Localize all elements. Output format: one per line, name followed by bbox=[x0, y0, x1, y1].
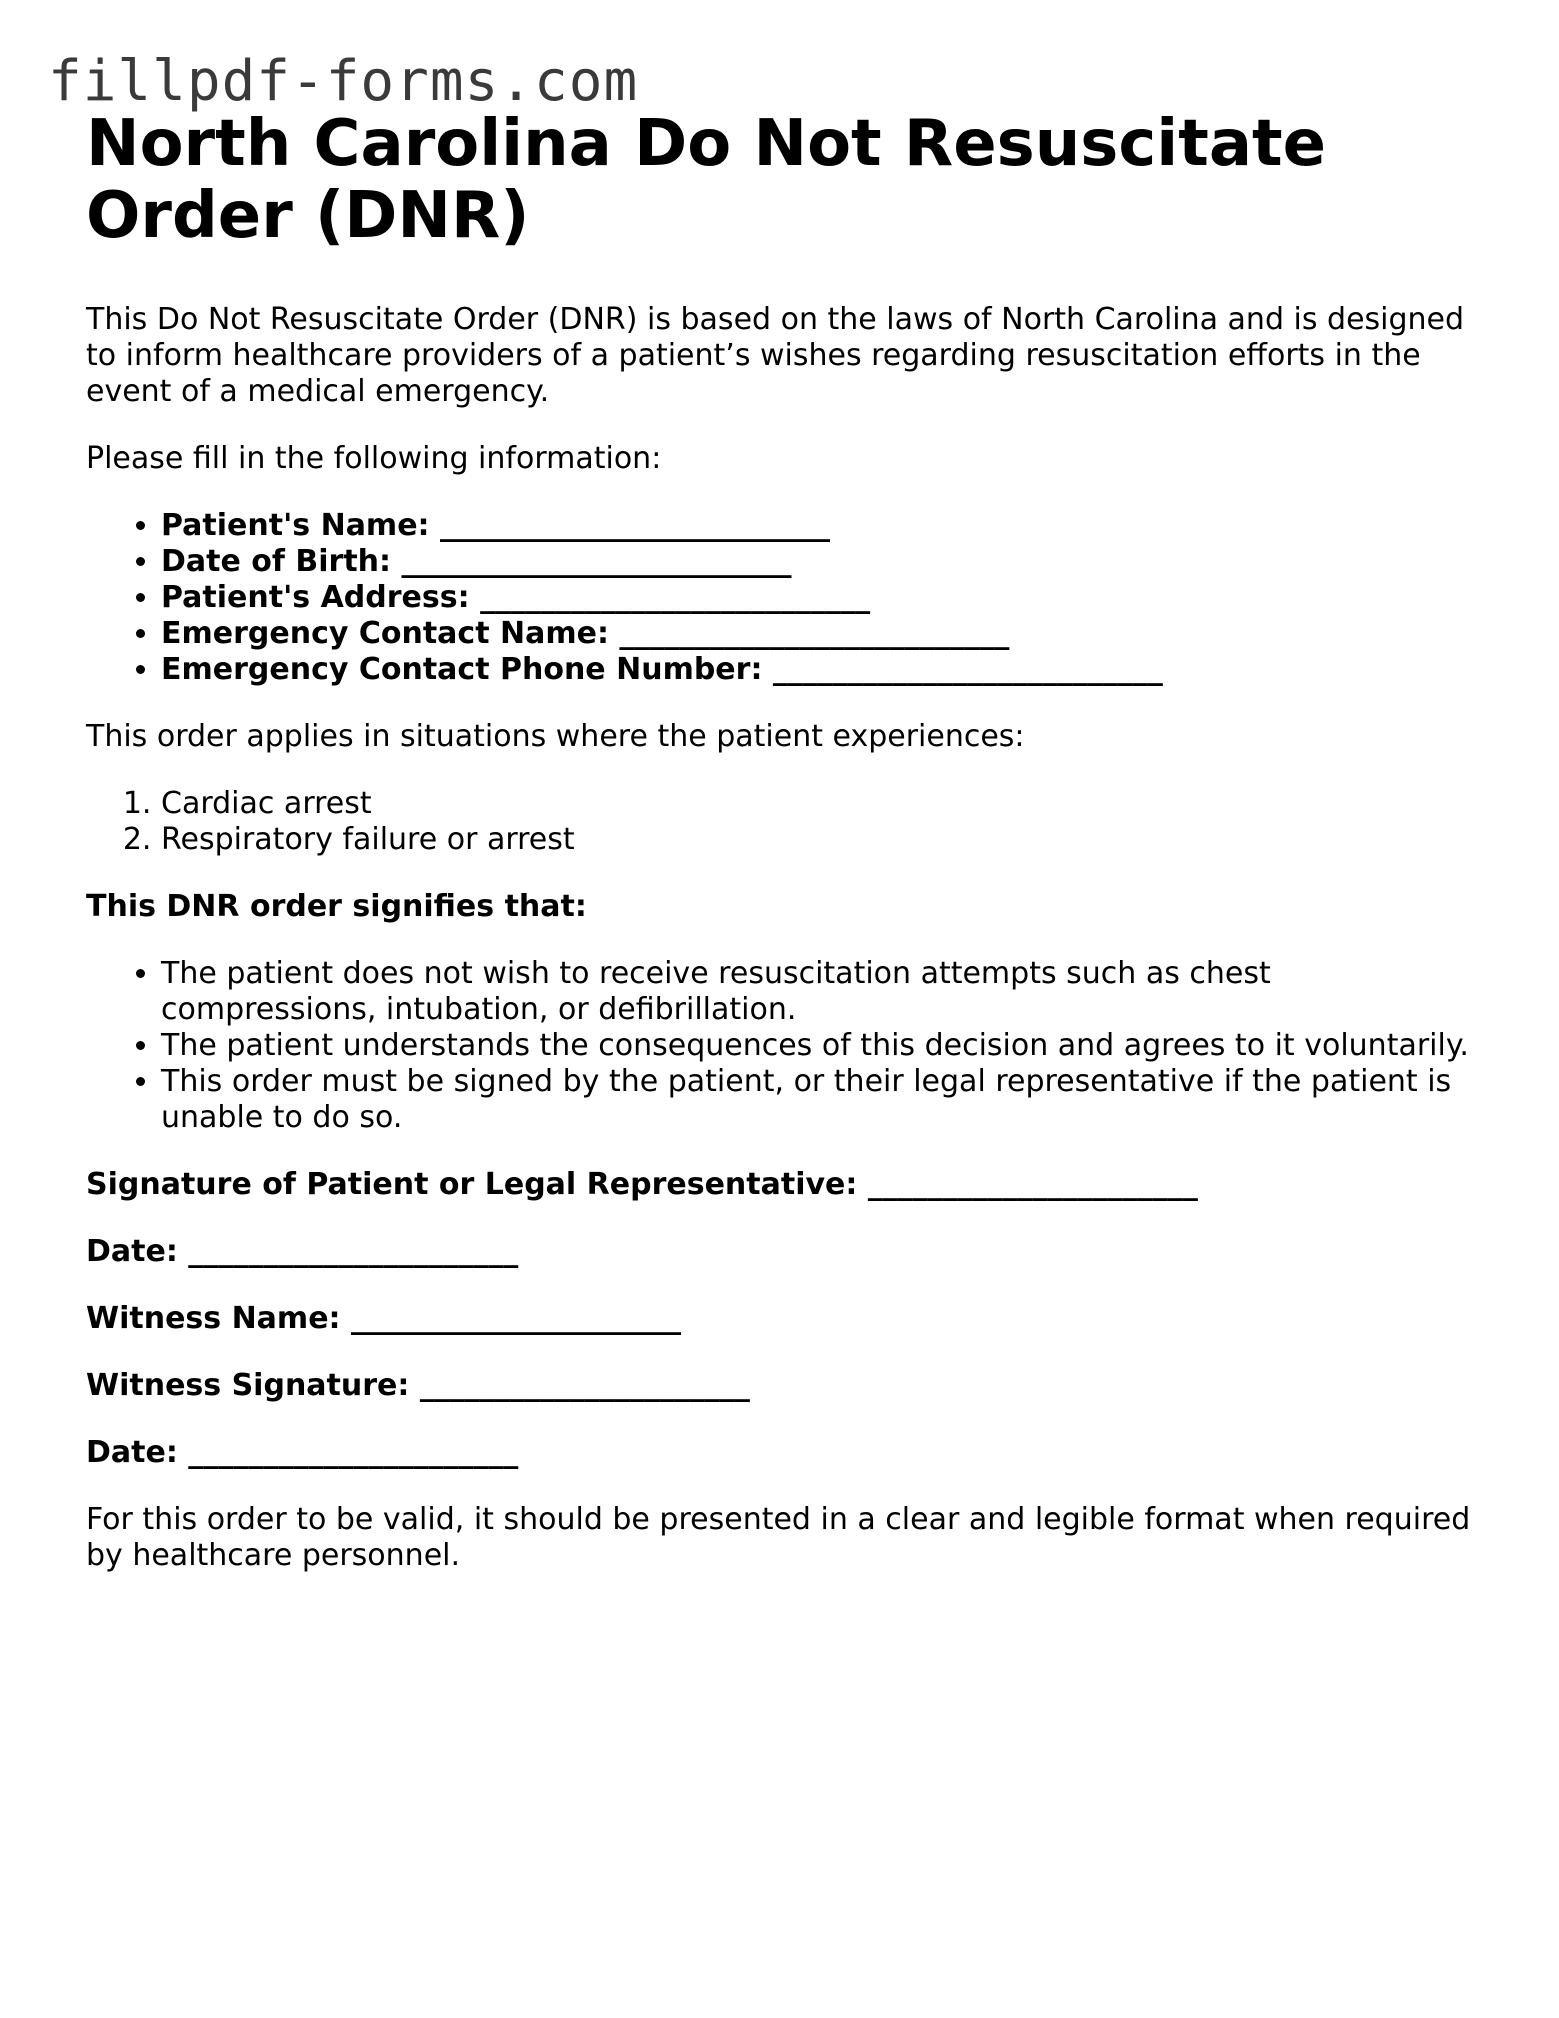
witness-name-line[interactable] bbox=[86, 1301, 1486, 1337]
condition-item: 2. Respiratory failure or arrest bbox=[161, 822, 1486, 858]
field-blank[interactable]: __________________________ bbox=[619, 616, 1010, 651]
applies-text: This order applies in situations where the patient experiences: bbox=[86, 719, 1025, 754]
condition-item: 1. Cardiac arrest bbox=[161, 786, 1486, 822]
patient-address-field[interactable] bbox=[161, 580, 1486, 616]
patient-info-fields bbox=[86, 508, 1486, 688]
field-blank[interactable]: __________________________ bbox=[401, 544, 792, 579]
document-page bbox=[86, 108, 1486, 1574]
field-blank[interactable]: __________________________ bbox=[440, 508, 830, 543]
signature-blank[interactable]: ______________________ bbox=[867, 1167, 1198, 1202]
witness-name-label: Witness Name: bbox=[86, 1301, 341, 1336]
signature-label: Signature of Patient or Legal Representative: bbox=[86, 1167, 858, 1202]
fill-in-prompt: Please fill in the following information: bbox=[86, 441, 662, 476]
date-blank[interactable]: ______________________ bbox=[188, 1435, 519, 1470]
witness-name-blank[interactable]: ______________________ bbox=[350, 1301, 681, 1336]
witness-signature-label: Witness Signature: bbox=[86, 1368, 410, 1403]
emergency-contact-name-field[interactable] bbox=[161, 616, 1486, 652]
witness-date-line[interactable] bbox=[86, 1435, 1486, 1471]
intro-paragraph: This Do Not Resuscitate Order (DNR) is based on the laws of North Carolina and is designed to inform healthcare providers of a patient’s wishes regarding resuscitation efforts in the event of a medical emergency. bbox=[86, 302, 1465, 409]
field-label: Patient's Name: bbox=[161, 508, 430, 543]
field-blank[interactable]: __________________________ bbox=[480, 580, 871, 615]
field-blank[interactable]: __________________________ bbox=[772, 652, 1163, 687]
conditions-list bbox=[86, 786, 1486, 858]
witness-signature-line[interactable] bbox=[86, 1368, 1486, 1404]
date-blank[interactable]: ______________________ bbox=[188, 1234, 519, 1269]
date-label: Date: bbox=[86, 1435, 178, 1470]
page-title: North Carolina Do Not Resuscitate Order (DNR) bbox=[86, 107, 1326, 253]
signifies-item: • This order must be signed by the patient, or their legal representative if the patient is unable to do so. bbox=[161, 1064, 1486, 1136]
signifies-item: • The patient does not wish to receive resuscitation attempts such as chest compressions, intubation, or defibrillation. bbox=[161, 956, 1486, 1028]
emergency-contact-phone-field[interactable] bbox=[161, 652, 1486, 688]
date-of-birth-field[interactable] bbox=[161, 544, 1486, 580]
signifies-heading: This DNR order signifies that: bbox=[86, 889, 587, 924]
date-label: Date: bbox=[86, 1234, 178, 1269]
patient-name-field[interactable] bbox=[161, 508, 1486, 544]
field-label: Emergency Contact Name: bbox=[161, 616, 609, 651]
signifies-list bbox=[86, 956, 1486, 1136]
witness-signature-blank[interactable]: ______________________ bbox=[419, 1368, 750, 1403]
signifies-item: • The patient understands the consequences of this decision and agrees to it voluntarily. bbox=[161, 1028, 1486, 1064]
field-label: Date of Birth: bbox=[161, 544, 392, 579]
field-label: Emergency Contact Phone Number: bbox=[161, 652, 763, 687]
closing-paragraph: For this order to be valid, it should be presented in a clear and legible format when required by healthcare personnel. bbox=[86, 1502, 1471, 1573]
field-label: Patient's Address: bbox=[161, 580, 470, 615]
watermark: fillpdf-forms.com bbox=[48, 49, 639, 114]
patient-date-line[interactable] bbox=[86, 1234, 1486, 1270]
patient-signature-line[interactable] bbox=[86, 1167, 1486, 1203]
